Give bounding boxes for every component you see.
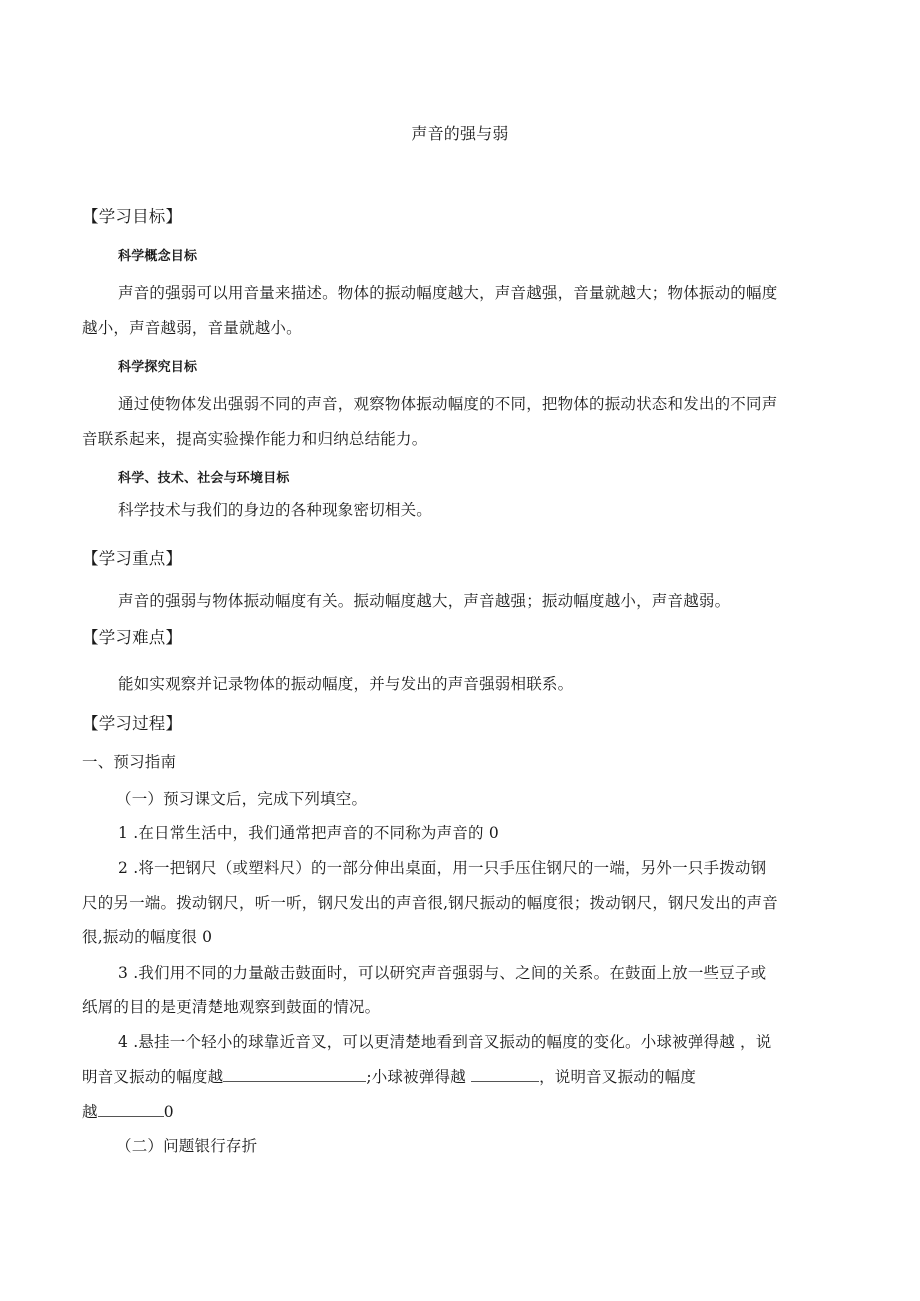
key-points-text: 声音的强弱与物体振动幅度有关。振动幅度越大，声音越强；振动幅度越小，声音越弱。: [118, 592, 731, 610]
question-2-line-1: 2 .将一把钢尺（或塑料尺）的一部分伸出桌面，用一只手压住钢尺的一端，另外一只手拨动钢: [118, 859, 767, 877]
document-title: 声音的强与弱: [411, 124, 509, 143]
process-heading: 【学习过程】: [82, 714, 183, 733]
question-4-line-3: [82, 1101, 174, 1122]
inquiry-objective-line-1: 通过使物体发出强弱不同的声音，观察物体振动幅度的不同，把物体的振动状态和发出的不同声: [118, 395, 778, 413]
key-points-heading: 【学习重点】: [82, 549, 183, 568]
concept-objective-heading: 科学概念目标: [118, 249, 198, 264]
question-4-text-d: 越: [82, 1103, 98, 1121]
difficulties-heading: 【学习难点】: [82, 628, 183, 647]
answer-blank-2[interactable]: [471, 1066, 539, 1082]
question-2-line-2: 尺的另一端。拨动钢尺，听一听，钢尺发出的声音很,钢尺振动的幅度很；拨动钢尺，钢尺发出的声音: [82, 894, 778, 912]
inquiry-objective-line-2: 音联系起来，提高实验操作能力和归纳总结能力。: [82, 430, 428, 448]
concept-objective-line-2: 越小，声音越弱，音量就越小。: [82, 319, 302, 337]
question-4-line-2: [82, 1066, 696, 1087]
question-4-text-a: 明音叉振动的幅度越: [82, 1068, 224, 1086]
stse-objective-heading: 科学、技术、社会与环境目标: [118, 471, 290, 486]
answer-blank-1[interactable]: [223, 1066, 366, 1082]
question-4-line-1: 4 .悬挂一个轻小的球靠近音叉，可以更清楚地看到音叉振动的幅度的变化。小球被弹得越 ，说: [118, 1033, 772, 1051]
inquiry-objective-heading: 科学探究目标: [118, 360, 198, 375]
answer-blank-3[interactable]: [98, 1101, 164, 1117]
question-4-text-e: 0: [163, 1103, 174, 1121]
question-4-text-c: ，说明音叉振动的幅度: [539, 1068, 697, 1086]
objectives-heading: 【学习目标】: [82, 207, 183, 226]
question-3-line-1: 3 .我们用不同的力量敲击鼓面时，可以研究声音强弱与、之间的关系。在鼓面上放一些豆子或: [118, 964, 767, 982]
question-3-line-2: 纸屑的目的是更清楚地观察到鼓面的情况。: [82, 998, 381, 1016]
question-bank-heading: （二）问题银行存折: [116, 1137, 258, 1155]
question-1: 1 .在日常生活中，我们通常把声音的不同称为声音的 0: [118, 824, 499, 842]
concept-objective-line-1: 声音的强弱可以用音量来描述。物体的振动幅度越大，声音越强，音量就越大；物体振动的幅度: [118, 284, 778, 302]
preview-guide-heading: 一、预习指南: [82, 753, 177, 771]
fill-in-instructions: （一）预习课文后，完成下列填空。: [116, 790, 368, 808]
question-2-line-3: 很,振动的幅度很 0: [82, 928, 213, 946]
difficulties-text: 能如实观察并记录物体的振动幅度，并与发出的声音强弱相联系。: [118, 675, 574, 693]
stse-objective-line-1: 科学技术与我们的身边的各种现象密切相关。: [118, 501, 433, 519]
question-4-text-b: ;小球被弹得越: [366, 1068, 472, 1086]
